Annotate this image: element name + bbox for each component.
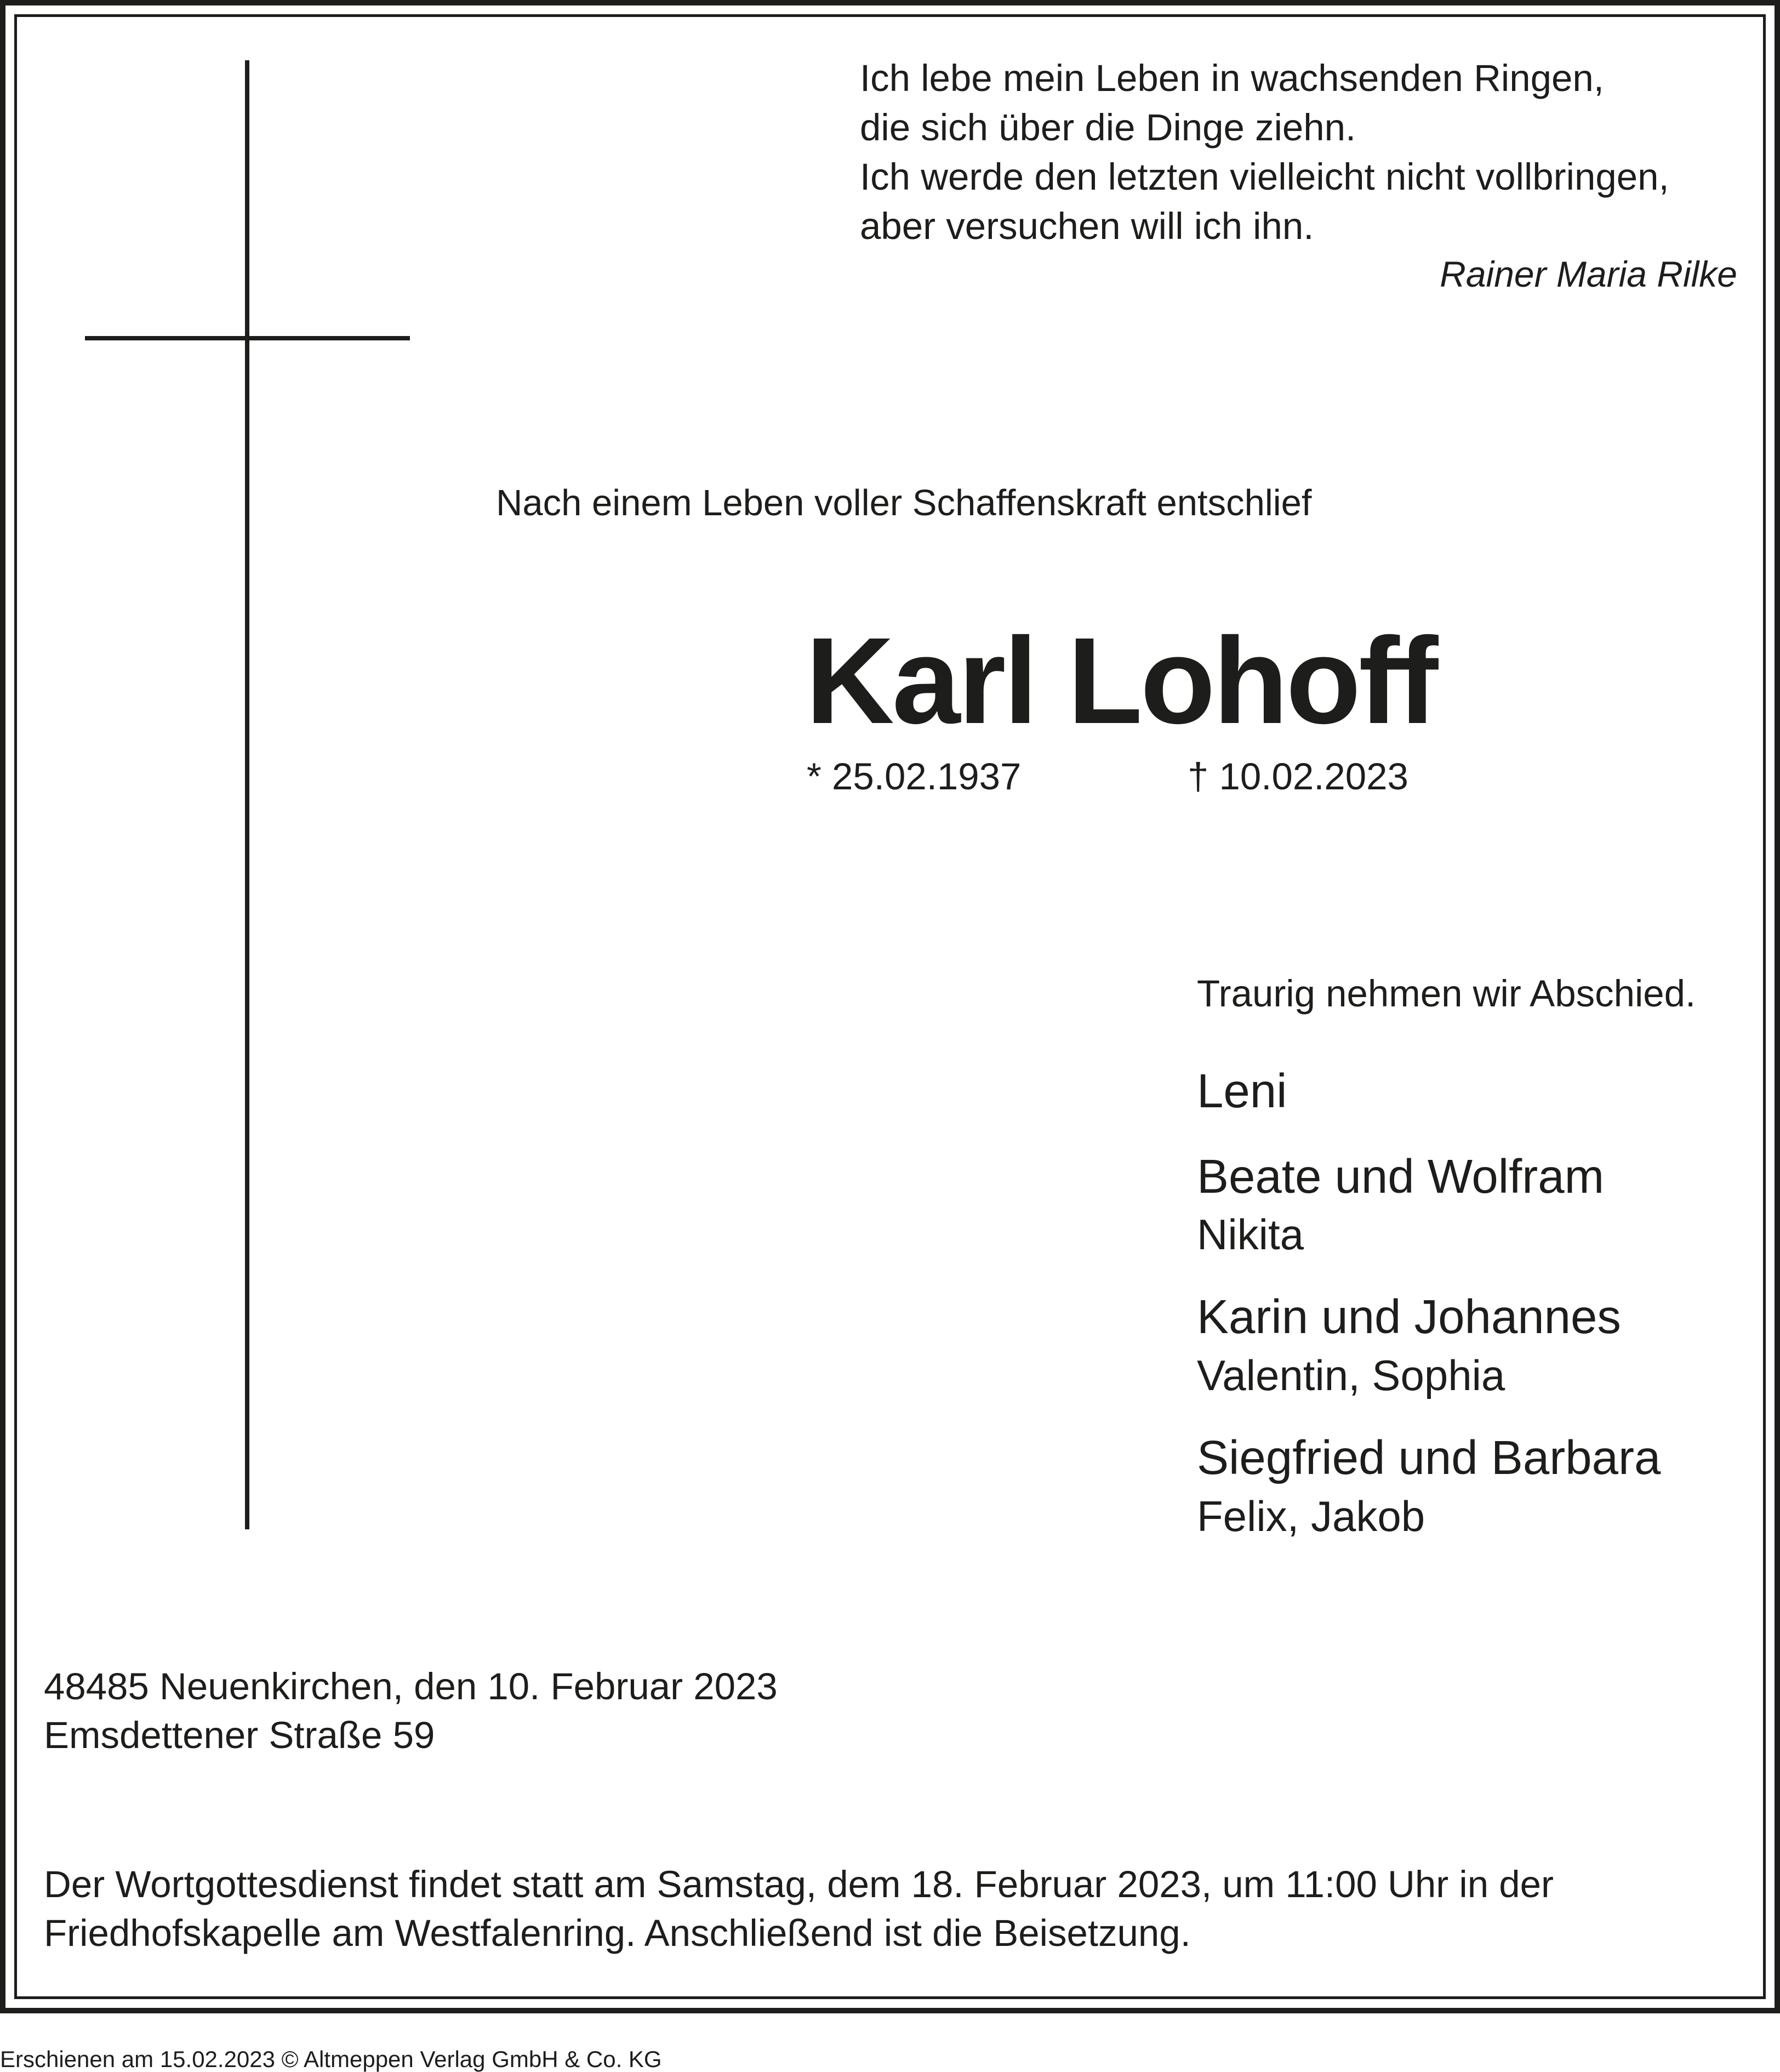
footer-credit: Erschienen am 15.02.2023 © Altmeppen Verlag GmbH & Co. KG	[0, 2046, 662, 2072]
poem-author: Rainer Maria Rilke	[1440, 254, 1737, 294]
service-line-1: Der Wortgottesdienst findet statt am Samstag, dem 18. Februar 2023, um 11:00 Uhr in der	[44, 1863, 1554, 1905]
mourner-name: Leni	[1197, 1065, 1287, 1118]
poem-line-2: die sich über die Dinge ziehn.	[860, 106, 1356, 149]
poem-line-4: aber versuchen will ich ihn.	[860, 205, 1314, 247]
birth-date: * 25.02.1937	[807, 755, 1022, 798]
poem-line-3: Ich werde den letzten vielleicht nicht vollbringen,	[860, 156, 1669, 198]
deceased-name: Karl Lohoff	[806, 612, 1436, 749]
cross-icon-horizontal-bar	[85, 336, 410, 340]
poem-line-1: Ich lebe mein Leben in wachsenden Ringen,	[860, 57, 1604, 99]
mourner-children: Nikita	[1197, 1210, 1304, 1259]
death-date: † 10.02.2023	[1188, 755, 1408, 798]
farewell-text: Traurig nehmen wir Abschied.	[1197, 972, 1696, 1015]
mourner-name: Siegfried und Barbara	[1197, 1431, 1661, 1484]
address-line-1: 48485 Neuenkirchen, den 10. Februar 2023	[44, 1665, 778, 1707]
mourner-name: Beate und Wolfram	[1197, 1150, 1605, 1203]
service-line-2: Friedhofskapelle am Westfalenring. Anschließend ist die Beisetzung.	[44, 1912, 1191, 1954]
mourner-children: Valentin, Sophia	[1197, 1351, 1505, 1399]
intro-text: Nach einem Leben voller Schaffenskraft entschlief	[496, 482, 1312, 523]
mourner-children: Felix, Jakob	[1197, 1492, 1425, 1540]
cross-icon-vertical-bar	[245, 60, 249, 1529]
address-line-2: Emsdettener Straße 59	[44, 1714, 435, 1756]
mourner-name: Karin und Johannes	[1197, 1290, 1621, 1344]
